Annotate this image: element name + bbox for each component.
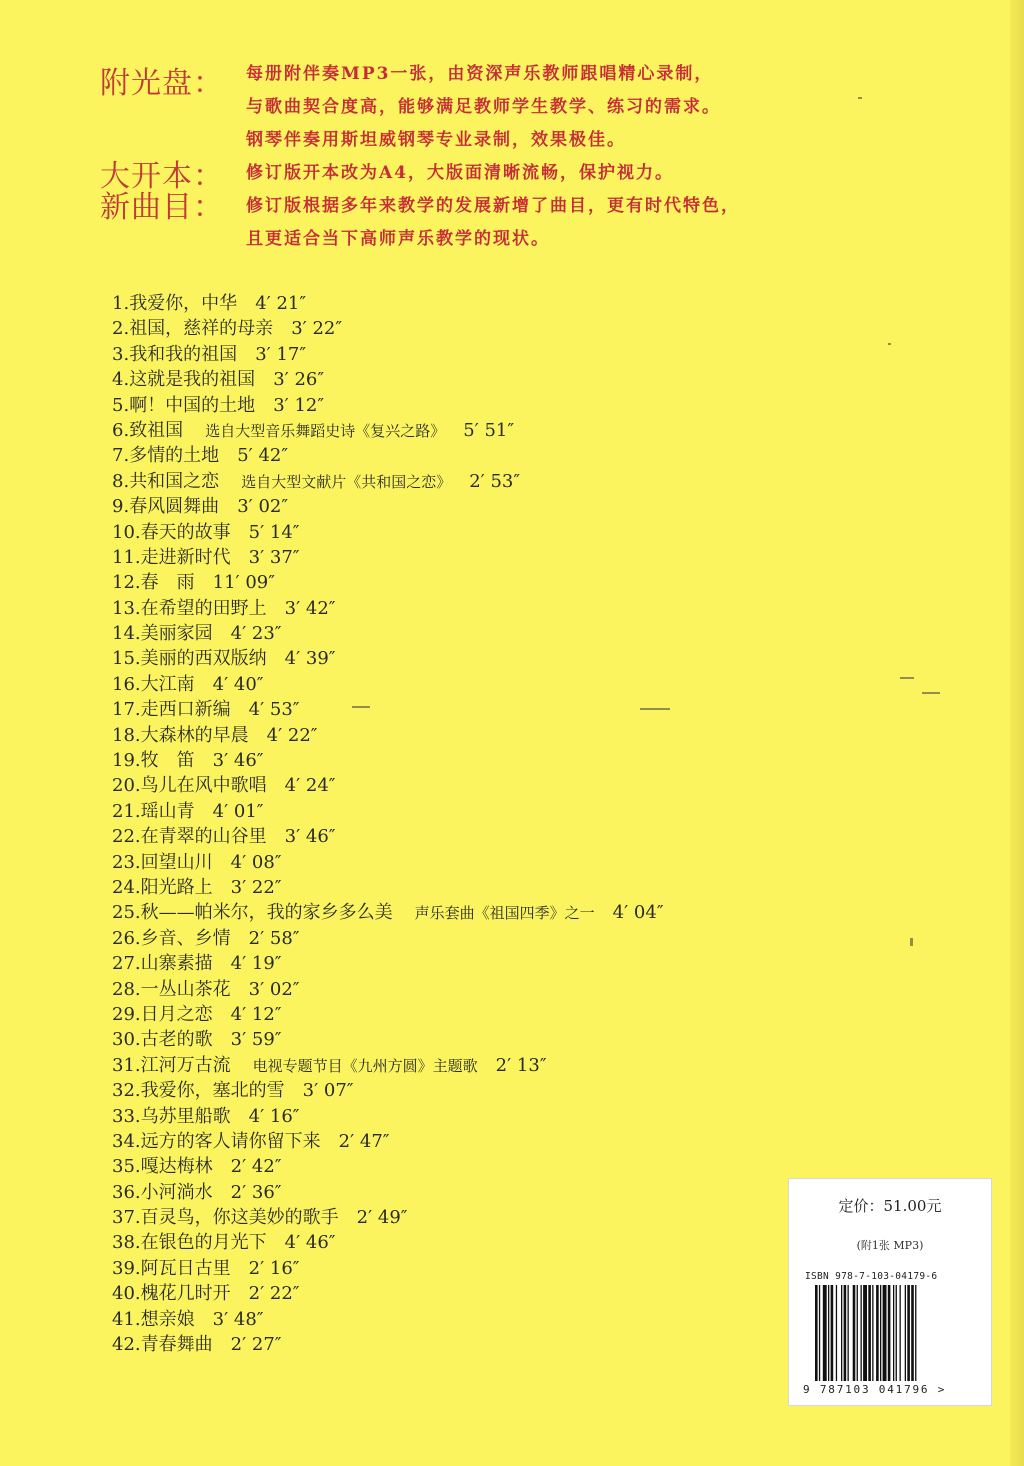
attachment-text: (附1张 MP3) — [856, 1239, 924, 1252]
track-item — [112, 697, 812, 722]
feature-line: 修订版开本改为A4，大版面清晰流畅，保护视力。 — [246, 163, 675, 183]
features-block — [100, 58, 820, 256]
track-title: 我爱你，塞北的雪 — [140, 1080, 285, 1102]
track-number: 27. — [112, 953, 141, 975]
track-title: 一丛山茶花 — [140, 978, 231, 1000]
track-duration: 3′ 46″ — [284, 826, 336, 848]
track-duration: 3′ 02″ — [248, 978, 300, 1000]
barcode-bar — [896, 1285, 897, 1381]
track-number: 22. — [112, 826, 141, 848]
track-duration: 3′ 48″ — [212, 1308, 264, 1330]
barcode-bar — [831, 1285, 834, 1381]
track-duration: 4′ 24″ — [284, 775, 336, 797]
track-title: 春天的故事 — [140, 521, 231, 543]
track-title: 美丽的西双版纳 — [140, 648, 267, 670]
track-number: 18. — [112, 724, 141, 746]
track-number: 28. — [112, 978, 141, 1000]
track-duration: 2′ 42″ — [230, 1156, 282, 1178]
track-duration: 2′ 49″ — [356, 1207, 408, 1229]
track-number: 38. — [112, 1232, 141, 1254]
track-item — [112, 469, 812, 494]
track-number: 14. — [112, 623, 141, 645]
track-number: 37. — [112, 1207, 141, 1229]
track-title: 江河万古流 — [140, 1054, 231, 1076]
track-duration: 4′ 46″ — [284, 1232, 336, 1254]
track-title: 致祖国 — [129, 419, 184, 441]
track-item — [112, 1307, 812, 1332]
track-item — [112, 1027, 812, 1052]
track-note: 声乐套曲《祖国四季》之一 — [414, 904, 595, 923]
track-duration: 2′ 58″ — [248, 927, 300, 949]
track-title: 槐花几时开 — [140, 1283, 231, 1305]
track-number: 8. — [112, 470, 130, 492]
barcode-bar — [905, 1285, 906, 1381]
track-number: 25. — [112, 902, 141, 924]
track-item — [112, 773, 812, 798]
track-item — [112, 570, 812, 595]
barcode-bar — [876, 1285, 879, 1381]
track-title: 大江南 — [140, 673, 195, 695]
track-number: 17. — [112, 699, 141, 721]
feature-line: 与歌曲契合度高，能够满足教师学生教学、练习的需求。 — [246, 97, 721, 117]
track-title: 想亲娘 — [140, 1308, 195, 1330]
barcode-bar — [888, 1285, 891, 1381]
track-item — [112, 494, 812, 519]
track-duration: 3′ 17″ — [255, 343, 307, 365]
track-number: 32. — [112, 1080, 141, 1102]
track-duration: 3′ 46″ — [212, 750, 264, 772]
track-duration: 2′ 36″ — [230, 1181, 282, 1203]
track-item — [112, 926, 812, 951]
track-item — [112, 951, 812, 976]
track-title: 啊！中国的土地 — [129, 394, 256, 416]
track-title: 百灵鸟，你这美妙的歌手 — [140, 1207, 339, 1229]
track-item — [112, 418, 812, 443]
barcode-bar — [815, 1285, 818, 1381]
price-sticker — [788, 1178, 992, 1406]
track-item — [112, 646, 812, 671]
track-note: 选自大型文献片《共和国之恋》 — [241, 472, 452, 491]
track-item — [112, 799, 812, 824]
track-number: 12. — [112, 572, 141, 594]
speck — [900, 677, 914, 679]
track-title: 走进新时代 — [140, 546, 231, 568]
track-number: 34. — [112, 1130, 141, 1152]
barcode-bar — [900, 1285, 901, 1381]
track-title: 乡音、乡情 — [140, 927, 231, 949]
track-title: 鸟儿在风中歌唱 — [140, 775, 267, 797]
track-title: 大森林的早晨 — [140, 724, 249, 746]
track-item — [112, 291, 812, 316]
track-duration: 3′ 22″ — [291, 318, 343, 340]
track-title: 瑶山青 — [140, 800, 195, 822]
track-number: 26. — [112, 927, 141, 949]
barcode-bar — [841, 1285, 842, 1381]
track-duration: 4′ 08″ — [230, 851, 282, 873]
track-item — [112, 1281, 812, 1306]
track-number: 23. — [112, 851, 141, 873]
track-title: 春 雨 — [140, 572, 195, 594]
track-duration: 3′ 37″ — [248, 546, 300, 568]
barcode-bar — [828, 1285, 829, 1381]
speck — [910, 938, 913, 946]
track-title: 春风圆舞曲 — [129, 496, 220, 518]
speck — [640, 708, 670, 710]
barcode-bar — [915, 1285, 916, 1381]
barcode-bar — [848, 1285, 849, 1381]
barcode-bar — [863, 1285, 867, 1381]
barcode-bar — [911, 1285, 914, 1381]
barcode-bar — [893, 1285, 894, 1381]
page-edge — [1010, 0, 1024, 1466]
track-item — [112, 342, 812, 367]
feature-label-size: 大开本： — [100, 159, 224, 194]
track-item — [112, 596, 812, 621]
track-item — [112, 824, 812, 849]
track-number: 19. — [112, 750, 141, 772]
track-number: 40. — [112, 1283, 141, 1305]
track-title: 在希望的田野上 — [140, 597, 267, 619]
track-number: 24. — [112, 876, 141, 898]
track-title: 在青翠的山谷里 — [140, 826, 267, 848]
barcode-bar — [907, 1285, 910, 1381]
track-number: 33. — [112, 1105, 141, 1127]
barcode-bar — [819, 1285, 820, 1381]
track-duration: 2′ 53″ — [469, 470, 521, 492]
barcode-bar — [883, 1285, 887, 1381]
track-title: 阿瓦日古里 — [140, 1257, 231, 1279]
track-list — [112, 291, 812, 1357]
barcode-bar — [823, 1285, 827, 1381]
barcode-image — [813, 1285, 963, 1381]
barcode-bar — [836, 1285, 837, 1381]
track-number: 6. — [112, 419, 130, 441]
track-duration: 3′ 02″ — [237, 496, 289, 518]
track-item — [112, 316, 812, 341]
feature-cd — [100, 58, 820, 157]
track-title: 共和国之恋 — [129, 470, 220, 492]
track-title: 祖国，慈祥的母亲 — [129, 318, 274, 340]
track-item — [112, 977, 812, 1002]
track-duration: 2′ 16″ — [248, 1257, 300, 1279]
barcode-bar — [853, 1285, 856, 1381]
track-number: 13. — [112, 597, 141, 619]
barcode-bar — [880, 1285, 881, 1381]
track-duration: 2′ 47″ — [338, 1130, 390, 1152]
track-number: 31. — [112, 1054, 141, 1076]
track-title: 乌苏里船歌 — [140, 1105, 231, 1127]
track-item — [112, 1230, 812, 1255]
track-duration: 5′ 42″ — [237, 445, 289, 467]
track-number: 16. — [112, 673, 141, 695]
track-title: 牧 笛 — [140, 750, 195, 772]
feature-line: 且更适合当下高师声乐教学的现状。 — [246, 229, 550, 249]
track-duration: 3′ 26″ — [273, 369, 325, 391]
track-number: 2. — [112, 318, 130, 340]
track-item — [112, 900, 812, 925]
track-item — [112, 1154, 812, 1179]
track-item — [112, 1002, 812, 1027]
feature-new — [100, 190, 820, 256]
track-duration: 4′ 16″ — [248, 1105, 300, 1127]
track-duration: 3′ 42″ — [284, 597, 336, 619]
track-number: 9. — [112, 496, 130, 518]
track-number: 7. — [112, 445, 130, 467]
barcode-bar — [857, 1285, 858, 1381]
track-number: 42. — [112, 1334, 141, 1356]
track-title: 山寨素描 — [140, 953, 213, 975]
track-title: 秋——帕米尔，我的家乡多么美 — [140, 902, 393, 924]
track-title: 走西口新编 — [140, 699, 231, 721]
track-item — [112, 672, 812, 697]
track-title: 日月之恋 — [140, 1003, 213, 1025]
track-duration: 5′ 51″ — [463, 419, 515, 441]
track-number: 20. — [112, 775, 141, 797]
track-number: 29. — [112, 1003, 141, 1025]
track-number: 21. — [112, 800, 141, 822]
track-note: 选自大型音乐舞蹈史诗《复兴之路》 — [205, 421, 446, 440]
track-number: 5. — [112, 394, 130, 416]
track-duration: 4′ 22″ — [266, 724, 318, 746]
track-title: 古老的歌 — [140, 1029, 213, 1051]
price-text: 定价：51.00元 — [838, 1197, 942, 1215]
track-duration: 2′ 13″ — [495, 1054, 547, 1076]
track-number: 30. — [112, 1029, 141, 1051]
track-duration: 5′ 14″ — [248, 521, 300, 543]
track-title: 多情的土地 — [129, 445, 220, 467]
track-duration: 4′ 21″ — [255, 293, 307, 314]
track-duration: 3′ 12″ — [273, 394, 325, 416]
track-duration: 3′ 07″ — [302, 1080, 354, 1102]
track-note: 电视专题节目《九州方圆》主题歌 — [252, 1056, 478, 1075]
feature-line: 钢琴伴奏用斯坦威钢琴专业录制，效果极佳。 — [246, 130, 626, 150]
track-item — [112, 520, 812, 545]
track-duration: 2′ 22″ — [248, 1283, 300, 1305]
track-duration: 4′ 19″ — [230, 953, 282, 975]
track-item — [112, 621, 812, 646]
feature-label-cd: 附光盘： — [100, 66, 224, 101]
track-item — [112, 1053, 812, 1078]
track-item — [112, 1256, 812, 1281]
track-title: 我和我的祖国 — [129, 343, 238, 365]
feature-lines-cd — [246, 58, 820, 157]
track-title: 阳光路上 — [140, 876, 213, 898]
track-duration: 4′ 04″ — [612, 902, 664, 924]
track-duration: 3′ 59″ — [230, 1029, 282, 1051]
barcode-bar — [861, 1285, 862, 1381]
track-title: 青春舞曲 — [140, 1334, 213, 1356]
track-item — [112, 443, 812, 468]
track-number: 4. — [112, 369, 130, 391]
track-title: 美丽家园 — [140, 623, 213, 645]
track-number: 10. — [112, 521, 141, 543]
track-title: 小河淌水 — [140, 1181, 213, 1203]
track-item — [112, 723, 812, 748]
isbn-text: ISBN 978-7-103-04179-6 — [805, 1271, 938, 1282]
track-item — [112, 1104, 812, 1129]
barcode-bar — [868, 1285, 871, 1381]
track-title: 在银色的月光下 — [140, 1232, 267, 1254]
track-item — [112, 850, 812, 875]
track-item — [112, 1078, 812, 1103]
track-duration: 4′ 12″ — [230, 1003, 282, 1025]
track-item — [112, 1129, 812, 1154]
track-title: 我爱你，中华 — [129, 293, 238, 314]
feature-lines-new — [246, 190, 820, 256]
track-number: 39. — [112, 1257, 141, 1279]
track-number: 36. — [112, 1181, 141, 1203]
track-title: 嘎达梅林 — [140, 1156, 213, 1178]
feature-line: 修订版根据多年来教学的发展新增了曲目，更有时代特色， — [246, 196, 740, 216]
track-item — [112, 545, 812, 570]
speck — [352, 706, 370, 708]
track-item — [112, 875, 812, 900]
speck — [888, 343, 891, 345]
track-title: 这就是我的祖国 — [129, 369, 256, 391]
barcode-number: 9 787103 041796 > — [803, 1383, 947, 1396]
track-duration: 4′ 40″ — [212, 673, 264, 695]
track-number: 1. — [112, 293, 130, 314]
track-number: 3. — [112, 343, 130, 365]
track-item — [112, 1205, 812, 1230]
track-number: 41. — [112, 1308, 141, 1330]
track-number: 11. — [112, 546, 141, 568]
track-item — [112, 393, 812, 418]
track-duration: 2′ 27″ — [230, 1334, 282, 1356]
feature-lines-size — [246, 157, 820, 190]
track-title: 回望山川 — [140, 851, 213, 873]
track-item — [112, 1180, 812, 1205]
barcode-bar — [872, 1285, 873, 1381]
track-number: 15. — [112, 648, 141, 670]
track-title: 远方的客人请你留下来 — [140, 1130, 321, 1152]
track-item — [112, 1332, 812, 1357]
speck — [922, 692, 940, 694]
track-number: 35. — [112, 1156, 141, 1178]
track-duration: 4′ 53″ — [248, 699, 300, 721]
track-item — [112, 748, 812, 773]
track-duration: 3′ 22″ — [230, 876, 282, 898]
track-duration: 4′ 39″ — [284, 648, 336, 670]
track-duration: 4′ 23″ — [230, 623, 282, 645]
track-item — [112, 367, 812, 392]
feature-label-new: 新曲目： — [100, 190, 224, 225]
feature-line: 每册附伴奏MP3一张，由资深声乐教师跟唱精心录制， — [246, 64, 714, 84]
speck — [858, 97, 862, 99]
track-duration: 4′ 01″ — [212, 800, 264, 822]
barcode-bar — [844, 1285, 847, 1381]
track-duration: 11′ 09″ — [212, 572, 275, 594]
